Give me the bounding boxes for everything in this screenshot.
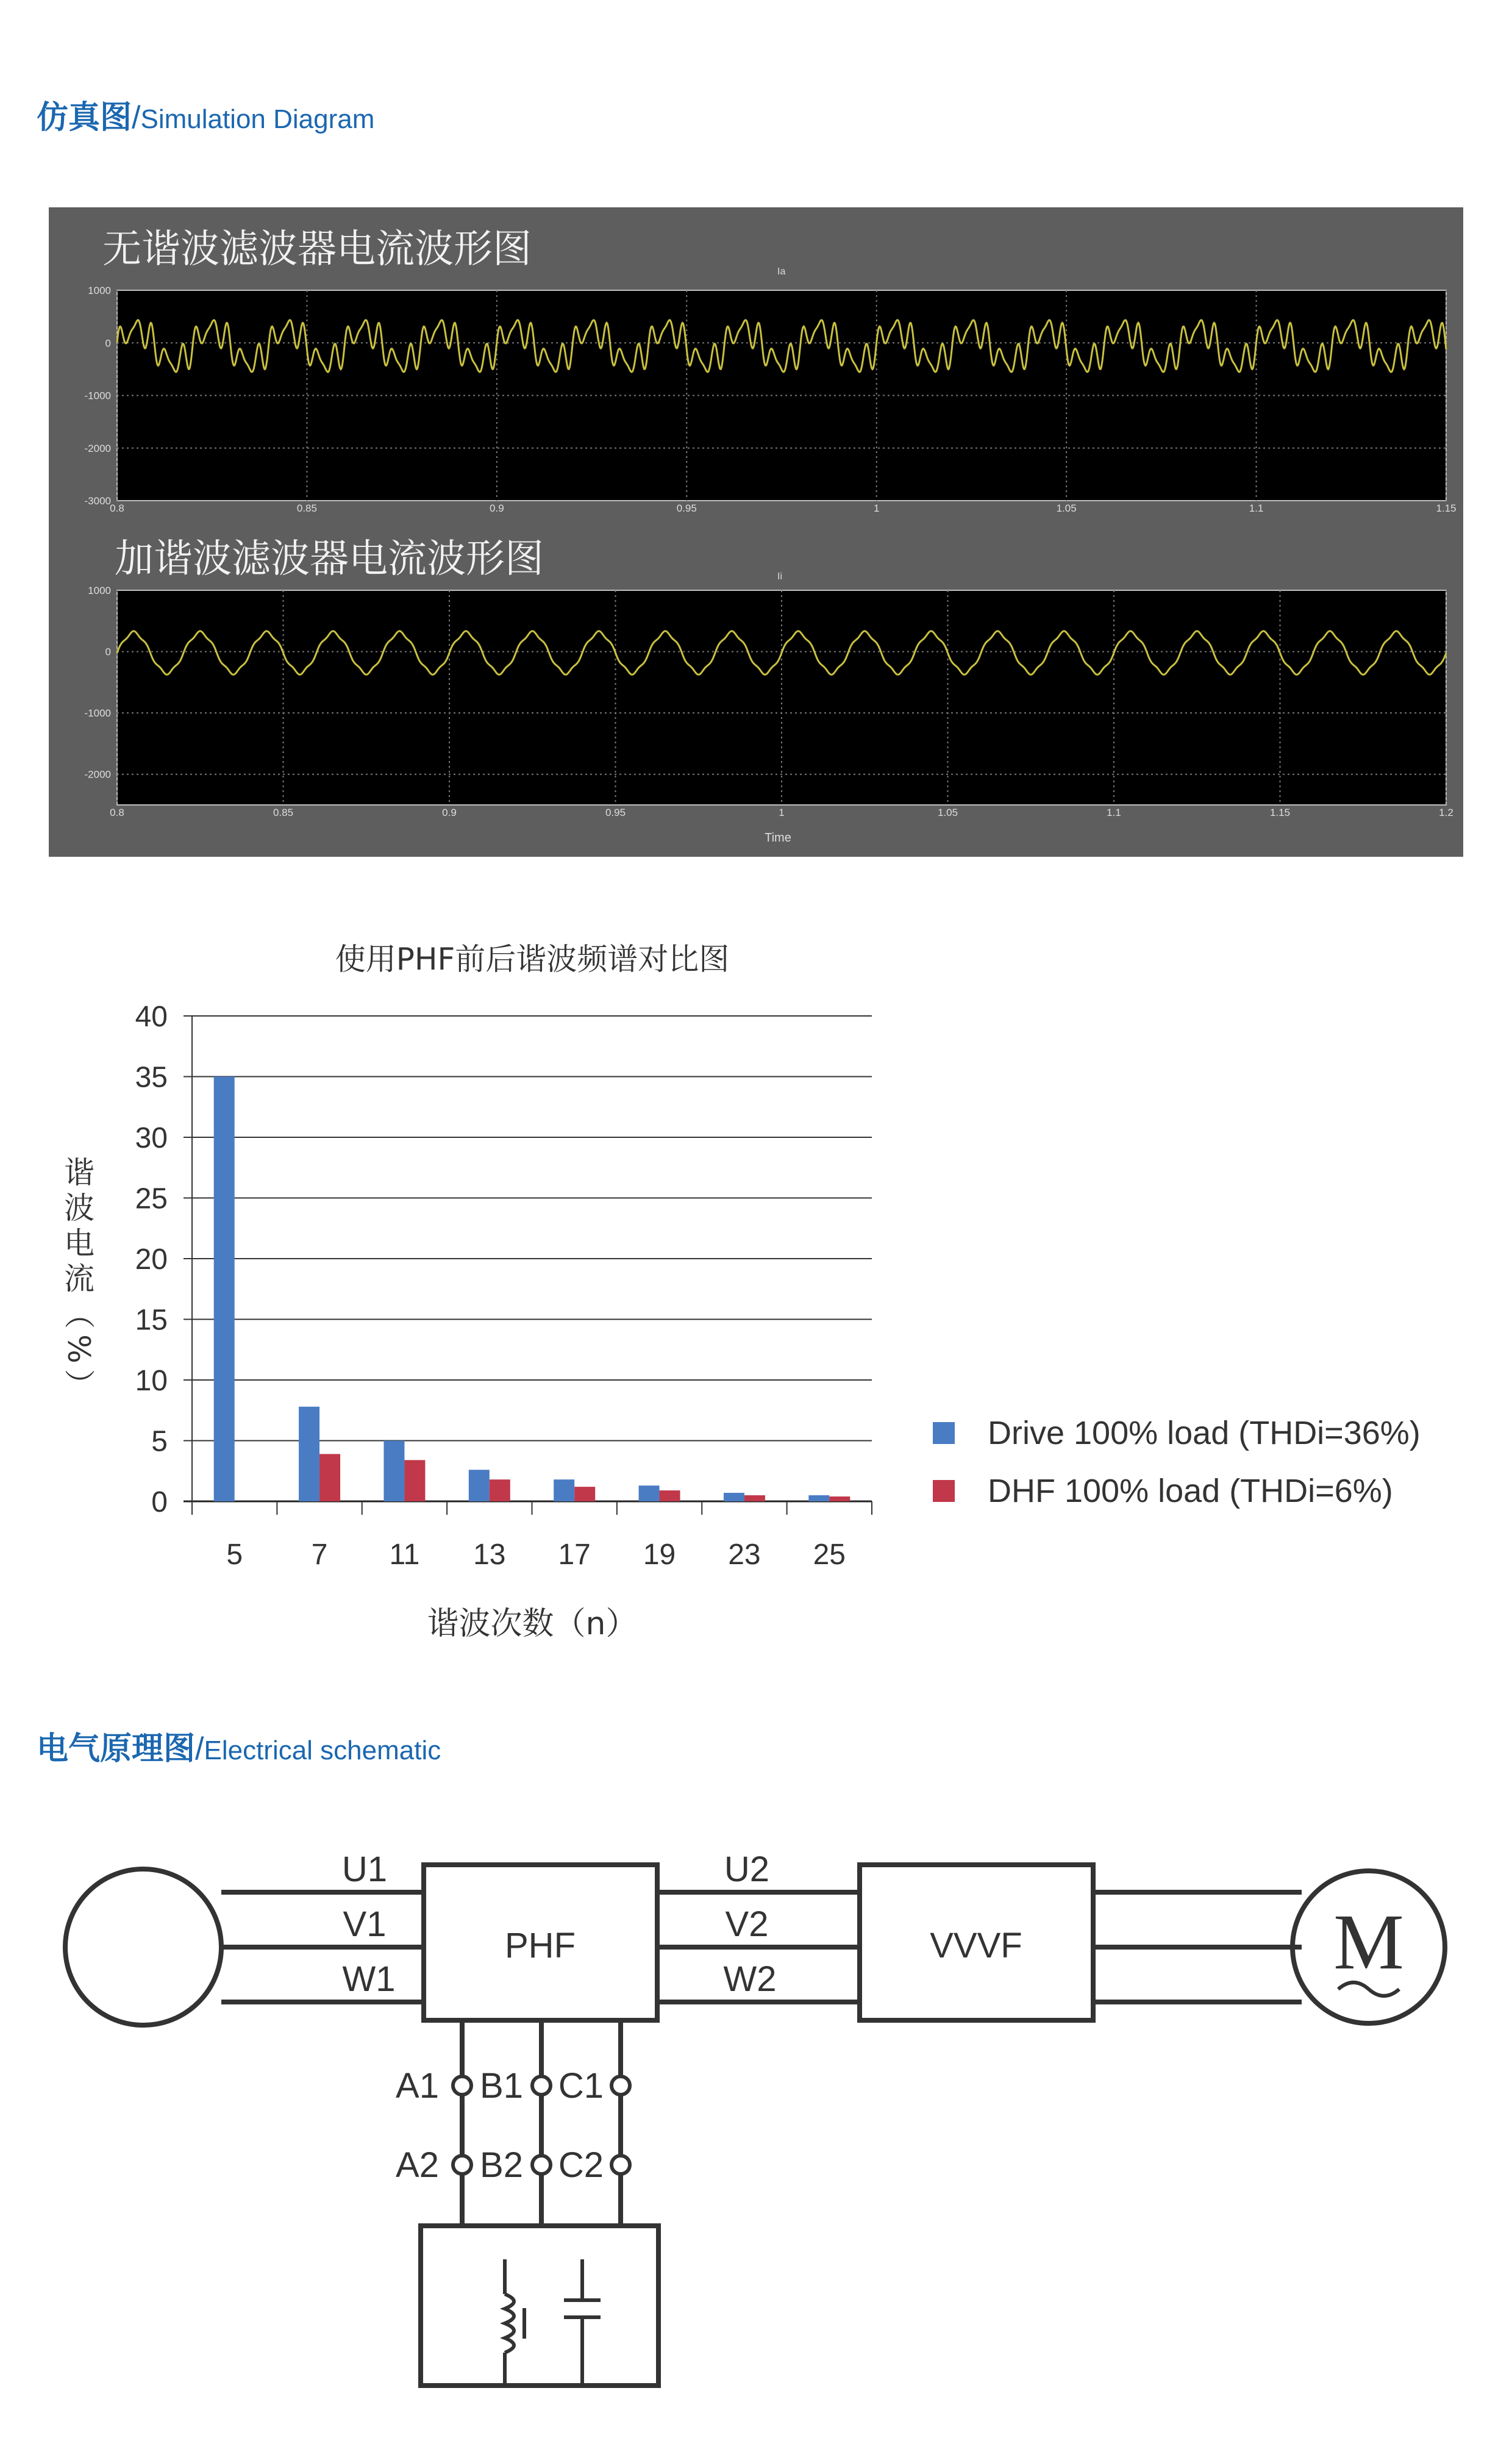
terminal-b1 <box>532 2076 551 2095</box>
y-axis-label-char: 电 <box>64 1226 94 1261</box>
x-tick-label: 1.1 <box>1107 807 1121 818</box>
top-panel-title: 无谐波滤波器电流波形图 <box>102 227 532 272</box>
x-tick-label: 19 <box>643 1539 676 1571</box>
y-tick-label: -2000 <box>84 768 111 781</box>
y-tick-label: 30 <box>135 1122 168 1154</box>
bar-dhf-17 <box>574 1487 595 1501</box>
bar-drive-25 <box>808 1495 829 1501</box>
bar-drive-7 <box>299 1407 319 1501</box>
x-tick-label: 23 <box>728 1539 761 1571</box>
bottom-panel-title: 加谐波滤波器电流波形图 <box>115 537 544 582</box>
filter-box <box>421 2226 658 2386</box>
y-tick-label: 35 <box>135 1061 168 1094</box>
section-header-schematic <box>37 1723 441 1768</box>
y-tick-label: 1000 <box>88 285 111 296</box>
section-title-en: Electrical schematic <box>204 1736 441 1765</box>
y-tick-label: -3000 <box>84 495 111 507</box>
x-tick-label: 0.85 <box>296 502 317 514</box>
x-tick-label: 17 <box>558 1539 591 1571</box>
x-tick-label: 1 <box>873 502 880 514</box>
y-tick-label: 15 <box>135 1304 168 1337</box>
label-a1: A1 <box>396 2066 439 2106</box>
y-tick-label: -1000 <box>84 390 111 402</box>
x-tick-label: 1.1 <box>1249 502 1264 514</box>
x-tick-label: 0.8 <box>110 502 124 514</box>
terminal-c1 <box>612 2076 630 2095</box>
section-header-simulation <box>37 91 374 137</box>
legend-swatch <box>933 1422 955 1444</box>
y-tick-label: 40 <box>135 1001 168 1033</box>
phf-label: PHF <box>505 1926 576 1965</box>
label-c1: C1 <box>558 2066 604 2106</box>
x-tick-label: 0.95 <box>676 502 697 514</box>
x-tick-label: 25 <box>813 1539 846 1571</box>
y-axis-label-char: （ <box>61 1298 96 1329</box>
y-tick-label: 5 <box>151 1425 168 1458</box>
y-axis-label-char: 流 <box>64 1261 94 1296</box>
y-axis-label-char: 谐 <box>64 1155 94 1190</box>
terminal-b2 <box>532 2156 551 2174</box>
label-w1: W1 <box>342 1959 396 1999</box>
label-v2: V2 <box>725 1904 769 1944</box>
x-tick-label: 0.9 <box>490 502 504 514</box>
x-axis-label: 谐波次数（n） <box>427 1606 638 1642</box>
bar-dhf-25 <box>829 1496 850 1501</box>
x-tick-label: 1.2 <box>1439 807 1453 818</box>
label-c2: C2 <box>558 2145 604 2185</box>
terminal-a2 <box>453 2156 471 2174</box>
bar-dhf-19 <box>660 1490 680 1501</box>
x-tick-label: 1.05 <box>1056 502 1077 514</box>
x-tick-label: 1 <box>779 807 785 818</box>
y-tick-label: 0 <box>151 1486 168 1518</box>
x-tick-label: 7 <box>311 1539 328 1571</box>
motor-label: M <box>1333 1898 1404 1986</box>
y-tick-label: 0 <box>105 337 111 349</box>
label-a2: A2 <box>396 2145 439 2185</box>
harmonic-bar-chart <box>0 915 1512 1659</box>
y-axis-label-char: % <box>61 1334 96 1364</box>
chart-title: 使用PHF前后谐波频谱对比图 <box>335 942 730 977</box>
label-b1: B1 <box>480 2066 523 2106</box>
x-tick-label: 0.85 <box>273 807 294 818</box>
bar-dhf-7 <box>319 1454 340 1501</box>
bottom-panel-signal: Ii <box>777 571 782 582</box>
simulation-scope <box>49 207 1463 857</box>
y-tick-label: 20 <box>135 1243 168 1276</box>
label-b2: B2 <box>480 2145 523 2185</box>
bar-drive-11 <box>383 1441 404 1502</box>
bar-drive-23 <box>724 1493 744 1501</box>
bar-dhf-23 <box>744 1495 765 1501</box>
legend-label: DHF 100% load (THDi=6%) <box>988 1473 1393 1509</box>
bar-dhf-13 <box>490 1479 510 1501</box>
y-axis-label <box>61 1155 96 1400</box>
y-axis-label-char: ） <box>61 1369 96 1400</box>
x-tick-label: 1.15 <box>1436 502 1457 514</box>
y-tick-label: 10 <box>135 1365 168 1397</box>
y-tick-label: -1000 <box>84 707 111 720</box>
section-title-en: Simulation Diagram <box>140 104 375 134</box>
source-circle <box>65 1869 221 2025</box>
terminal-a1 <box>453 2076 471 2095</box>
label-w2: W2 <box>723 1959 777 1999</box>
y-tick-label: 0 <box>105 646 111 658</box>
bar-drive-13 <box>469 1470 490 1501</box>
x-tick-label: 0.9 <box>442 807 457 818</box>
y-axis-label-char: 波 <box>64 1190 94 1226</box>
bar-drive-19 <box>639 1485 660 1501</box>
y-tick-label: -2000 <box>84 442 111 454</box>
inductor-icon <box>505 2294 514 2353</box>
x-tick-label: 0.8 <box>110 807 124 818</box>
terminal-c2 <box>612 2156 630 2174</box>
y-tick-label: 1000 <box>88 585 111 596</box>
bar-drive-5 <box>214 1077 235 1502</box>
x-tick-label: 1.15 <box>1269 807 1291 818</box>
bar-drive-17 <box>554 1479 574 1501</box>
label-v1: V1 <box>343 1904 387 1944</box>
x-tick-label: 13 <box>473 1539 506 1571</box>
label-u1: U1 <box>341 1850 388 1889</box>
label-u2: U2 <box>724 1850 770 1889</box>
electrical-schematic <box>0 1829 1512 2463</box>
x-tick-label: 0.95 <box>605 807 626 818</box>
y-tick-label: 25 <box>135 1182 168 1215</box>
legend-label: Drive 100% load (THDi=36%) <box>988 1415 1421 1451</box>
section-title-cn: 仿真图 <box>37 99 132 136</box>
vvvf-label: VVVF <box>930 1926 1022 1965</box>
x-tick-label: 11 <box>389 1539 420 1571</box>
bar-dhf-11 <box>404 1460 425 1501</box>
legend-swatch <box>933 1480 955 1502</box>
section-title-cn: 电气原理图 <box>37 1731 196 1767</box>
x-tick-label: 5 <box>226 1539 243 1571</box>
bottom-xlabel: Time <box>765 831 791 845</box>
x-tick-label: 1.05 <box>937 807 958 818</box>
top-panel-signal: Ia <box>777 266 786 277</box>
section-title-sep: / <box>195 1731 204 1767</box>
section-title-sep: / <box>132 100 141 135</box>
